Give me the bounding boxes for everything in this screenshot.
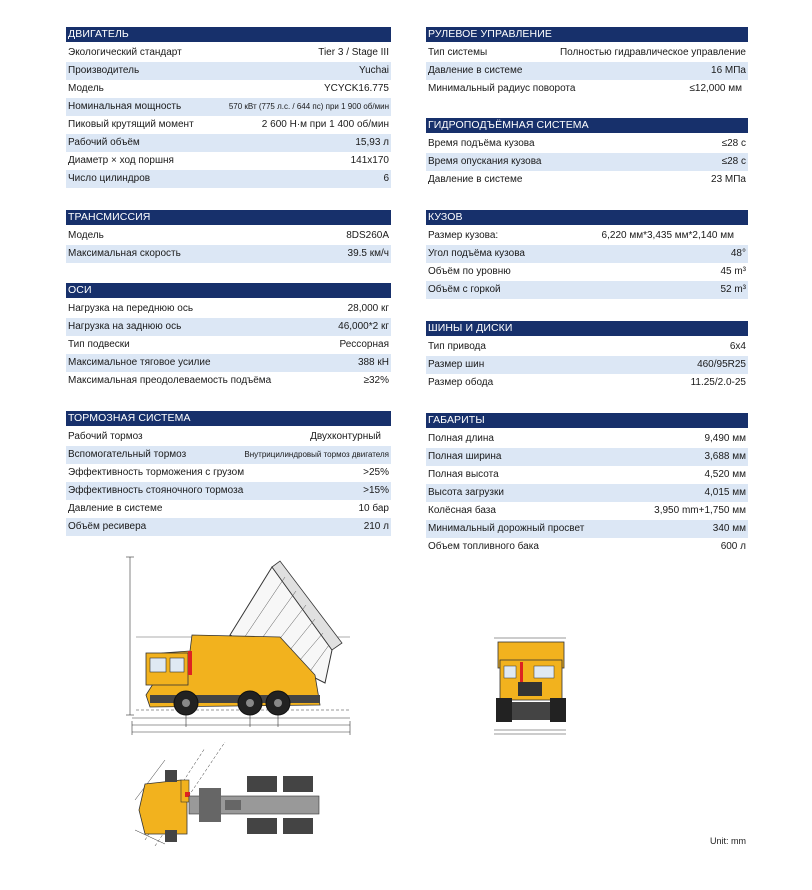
rows [426, 44, 748, 98]
section-title: ШИНЫ И ДИСКИ [426, 321, 748, 338]
spec-row: Размер кузова: 6,220 мм*3,435 мм*2,140 мм [426, 227, 748, 245]
section-title: ТРАНСМИССИЯ [66, 210, 391, 227]
section-title: ТОРМОЗНАЯ СИСТЕМА [66, 411, 391, 428]
unit-note: Unit: mm [710, 836, 746, 846]
spec-row: Число цилиндров 6 [66, 170, 391, 188]
spec-row: Высота загрузки 4,015 мм [426, 484, 748, 502]
spec-row: Тип системы Полностью гидравлическое управление [426, 44, 748, 62]
spec-row: Рабочий тормоз Двухконтурный [66, 428, 391, 446]
truck-front-view-drawing [490, 634, 570, 739]
section-title: ГАБАРИТЫ [426, 413, 748, 430]
spec-row: Рабочий объём 15,93 л [66, 134, 391, 152]
rows [66, 300, 391, 390]
spec-row: Минимальный радиус поворота ≤12,000 мм [426, 80, 748, 98]
rows [66, 428, 391, 536]
spec-row: Модель YCYCK16.775 [66, 80, 391, 98]
spec-row: Нагрузка на заднюю ось 46,000*2 кг [66, 318, 391, 336]
spec-row: Производитель Yuchai [66, 62, 391, 80]
section-hydraulic [426, 118, 748, 189]
spec-row: Эффективность торможения с грузом >25% [66, 464, 391, 482]
section-title: ГИДРОПОДЪЁМНАЯ СИСТЕМА [426, 118, 748, 135]
section-title: ДВИГАТЕЛЬ [66, 27, 391, 44]
spec-row: Объем топливного бака 600 л [426, 538, 748, 556]
spec-row: Диаметр × ход поршня 141x170 [66, 152, 391, 170]
spec-row: Давление в системе 16 МПа [426, 62, 748, 80]
spec-row: Размер обода 11.25/2.0-25 [426, 374, 748, 392]
spec-row: Угол подъёма кузова 48° [426, 245, 748, 263]
rows [426, 227, 748, 299]
spec-row: Объём по уровню 45 m³ [426, 263, 748, 281]
rows [66, 227, 391, 263]
section-engine [66, 27, 391, 188]
section-transmission [66, 210, 391, 263]
section-title: ОСИ [66, 283, 391, 300]
section-axles [66, 283, 391, 390]
truck-top-view-drawing [125, 740, 335, 850]
spec-row: Давление в системе 10 бар [66, 500, 391, 518]
rows [426, 338, 748, 392]
section-title: РУЛЕВОЕ УПРАВЛЕНИЕ [426, 27, 748, 44]
spec-row: Максимальная скорость 39.5 км/ч [66, 245, 391, 263]
section-title: КУЗОВ [426, 210, 748, 227]
section-dimensions [426, 413, 748, 556]
spec-row: Модель 8DS260A [66, 227, 391, 245]
rows [426, 135, 748, 189]
section-body [426, 210, 748, 299]
spec-row: Полная высота 4,520 мм [426, 466, 748, 484]
spec-row: Экологический стандарт Tier 3 / Stage III [66, 44, 391, 62]
spec-row: Колёсная база 3,950 mm+1,750 мм [426, 502, 748, 520]
spec-row: Тип подвески Рессорная [66, 336, 391, 354]
spec-row: Пиковый крутящий момент 2 600 Н·м при 1 400 об/мин [66, 116, 391, 134]
spec-row: Тип привода 6x4 [426, 338, 748, 356]
spec-row: Эффективность стояночного тормоза >15% [66, 482, 391, 500]
section-tires [426, 321, 748, 392]
spec-row: Минимальный дорожный просвет 340 мм [426, 520, 748, 538]
section-brakes [66, 411, 391, 536]
spec-row: Номинальная мощность 570 кВт (775 л.с. / 644 пс) при 1 900 об/мин [66, 98, 391, 116]
spec-row: Максимальное тяговое усилие 388 кН [66, 354, 391, 372]
spec-row: Вспомогательный тормоз Внутрицилиндровый тормоз двигателя [66, 446, 391, 464]
spec-row: Полная ширина 3,688 мм [426, 448, 748, 466]
spec-row: Полная длина 9,490 мм [426, 430, 748, 448]
rows [426, 430, 748, 556]
spec-row: Размер шин 460/95R25 [426, 356, 748, 374]
rows [66, 44, 391, 188]
spec-row: Время подъёма кузова ≤28 с [426, 135, 748, 153]
section-steering [426, 27, 748, 98]
spec-row: Максимальная преодолеваемость подъёма ≥32% [66, 372, 391, 390]
spec-row: Нагрузка на переднюю ось 28,000 кг [66, 300, 391, 318]
spec-row: Объём с горкой 52 m³ [426, 281, 748, 299]
spec-row: Объём ресивера 210 л [66, 518, 391, 536]
truck-side-view-drawing [120, 555, 365, 740]
spec-row: Давление в системе 23 МПа [426, 171, 748, 189]
spec-row: Время опускания кузова ≤28 с [426, 153, 748, 171]
